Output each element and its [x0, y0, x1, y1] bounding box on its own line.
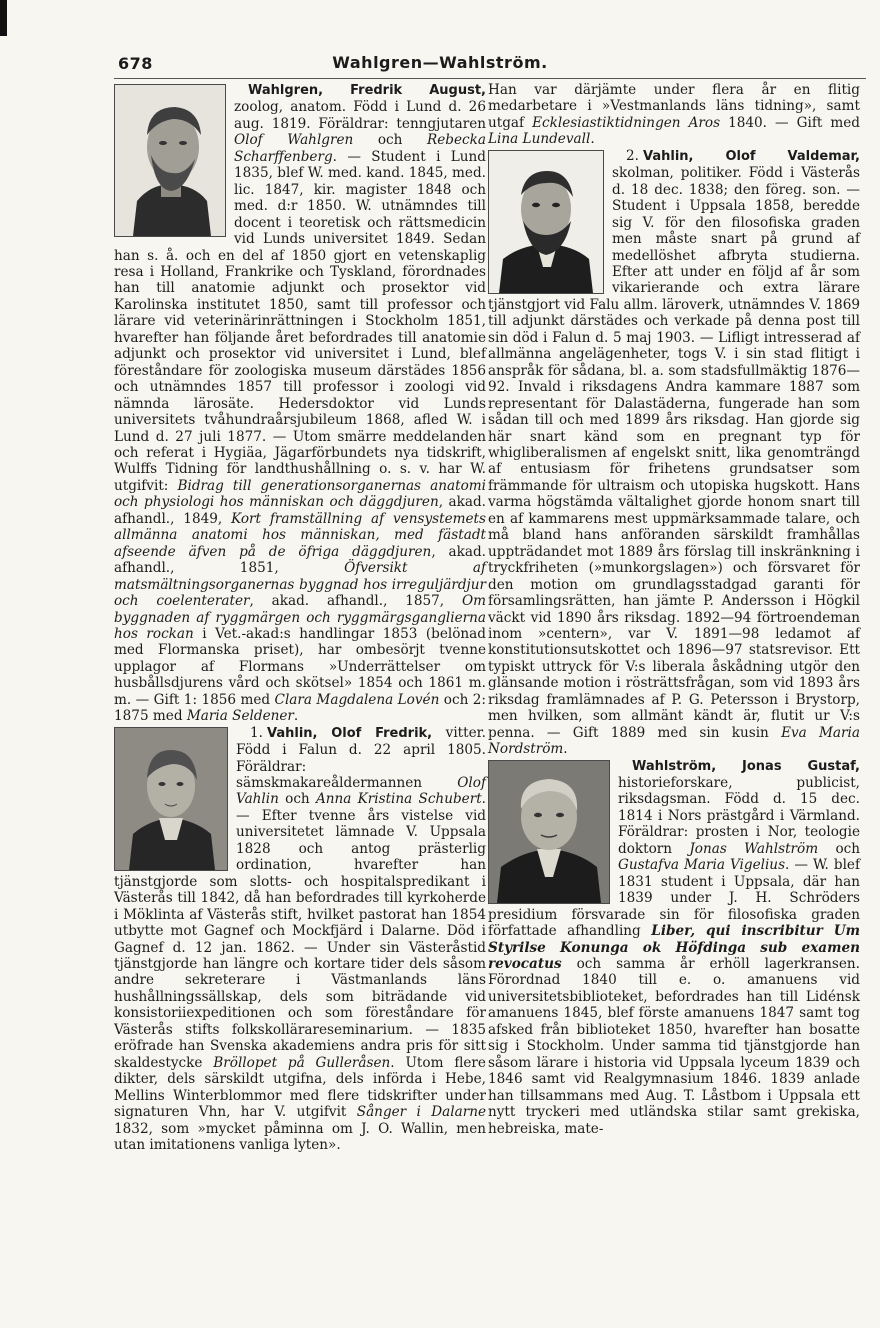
entry-italic: Olof Wahlgren: [234, 132, 354, 149]
entry-italic: Eva Maria Nordström: [488, 724, 860, 758]
entry-italic: Maria Seldener: [186, 708, 294, 725]
entry-italic: Kort framställning af vensystemets allmänna anatomi hos människan, med fästadt afseende äfven på de öfriga däggdjuren: [114, 510, 486, 560]
entry-text: zoolog, anatom. Född i Lund d. 26 aug. 1819. Föräldrar: tenngjutaren: [234, 99, 486, 132]
entry-text: och: [818, 840, 860, 857]
page-edge-mark: [0, 0, 7, 36]
entry-text: .: [563, 741, 568, 758]
entry-text: och samma år erhöll lagerkransen. Förordnad 1840 till e. o. amanuens vid universitetsbiblioteket, befordrades han till Lidénsk amanuens 1845, blef förste amanuens 1847 samt tog afsked från biblioteket 1850, hvarefter han bosatte sig i Stockholm. Under samma tid tjänstgjorde han såsom lärare i historia vid Uppsala lyceum 1839 och 1846 samt vid Realgymnasium 1846. 1839 anlade han tillsammans med Aug. T. Låstbom i Uppsala ett nytt tryckeri med utländska stilar samt grekiska, hebreiska, mate-: [488, 956, 860, 1137]
entry-text: .: [590, 131, 595, 148]
entry-text: . — W. blef 1831 student i Uppsala, där han 1839 under J. H. Schröders presidium försvarade sin för filosofiska graden författade afhandling: [488, 857, 861, 940]
entry-text: Han var därjämte under flera år en flitig medarbetare i »Vestmanlands läns tidning», samt utgaf: [488, 82, 860, 131]
entry-italic: Ecklesiastiktidningen Aros: [532, 114, 721, 131]
entry-text: . — Student i Lund 1835, blef W. med. kand. 1845, med. lic. 1847, kir. magister 1848 och med. d:r 1850. W. utnämndes till docent i teoretisk och rättsmedicin vid Lunds universitet 1849. Sedan han s. å. och en del af 1850 gjort en vetenskaplig resa i Holland, Frankrike och Tyskland, förordnades han till anatomie adjunkt och prosektor vid Karolinska institutet 1850, samt till professor och lärare vid veterinärinrättningen i Stockholm 1851, hvarefter han följande året befordrades till anatomie adjunkt och prosektor vid universitet i Lund, blef föreståndare för zoologiska museum därstädes 1856 och utnämndes 1857 till professor i zoologi vid nämnda lärosäte. Hedersdoktor vid Lunds universitets tvåhundraårsjubileum 1868, afled W. i Lund d. 27 juli 1877. — Utom smärre meddelanden och referat i Hygiäa, Jägarförbundets nya tidskrift, Wulffs Tidning för landthushållning o. s. v. har W. utgifvit:: [114, 148, 486, 494]
entry-italic: Öfversikt af matsmältningsorganernas byggnad hos irreguljärdjur och coelenterater: [114, 560, 486, 610]
entry-text: . — Efter tvenne års vistelse vid universitetet lämnade V. Uppsala 1828 och antog prästerlig ordination, hvarefter han tjänstgjorde som slotts- och hospitalspredikant i Västerås till 1842, då han befordrades till kyrkoherde i Möklinta af Västerås stift, hvilket pastorat han 1854 utbytte mot Gagnef och Mockfjärd i Dalarne. Död i Gagnef d. 12 jan. 1862. — Under sin Västeråstid tjänstgjorde han längre och kortare tider dels såsom andre sekreterare i Västmanlands läns hushållningssällskap, dels som biträdande vid konsistoriiexpeditionen och som föreståndare för Västerås stifts folkskollärareseminarium. — 1835 eröfrade han Svenska akademiens andra pris för sitt skaldestycke: [114, 791, 486, 1071]
entry-text: i Vet.-akad:s handlingar 1853 (belönad med Flormanska priset), har ombesörjt tvenne upplagor af Flormans »Underrättelser om husbållsdjurens vård och skötsel» 1854 och 1861 m. m. — Gift 1: 1856 med: [114, 625, 486, 708]
entry-text: 1840. — Gift med: [720, 114, 860, 131]
entry-name: Wahlström, Jonas Gustaf,: [632, 758, 860, 774]
right-column: [488, 82, 860, 1137]
entry-text: , akad. afhandl., 1849,: [114, 494, 486, 527]
entry-text: skolman, politiker. Född i Västerås d. 18 dec. 1838; den föreg. son. — Student i Uppsala 1858, beredde sig V. för den filosofiska graden men måste snart på grund af medellöshet afbryta studierna. Efter att under en följd af år som vikarierande och extra lärare tjänstgjort vid Falu allm. läroverk, utnämndes V. 1869 till adjunkt därstädes och verkade på denna post till sin död i Falun d. 5 maj 1903. — Lifligt intresserad af allmänna angelägenheter, togs V. i sin stad flitigt i anspråk för sådana, bl. a. som stadsfullmäktig 1876—92. Invald i riksdagens Andra kammare 1887 som representant för Dalastäderna, fungerade han som sådan till och med 1899 års riksdag. Han gjorde sig här snart känd som en pregnant typ för whigliberalismen af engelskt snitt, lika genomträngd af entusiasm för frihetens grundsatser som främmande för ultraism och utopiska hugskott. Hans varma högstämda vältalighet gjorde honom snart till en af kammarens mest uppmärksammade talare, och må bland hans anföranden särskildt framhållas uppträdandet mot 1889 års förslag till inskränkning i tryckfriheten (»munkorgslagen») och försvaret för den motion om grundlagsstadgad garanti för församlingsrätten, han jämte P. Andersson i Högkil väckt vid 1890 års riksdag. 1892—94 förtroendeman inom »centern», var V. 1891—98 ledamot af konstitutionsutskottet och 1896—97 statsrevisor. Ett typiskt uttryck för V:s liberala åskådning utgör den glänsande motion i rösträttsfrågan, som vid 1893 års riksdag framlämnades af P. G. Petersson i Brystorp, men hvilken, som allmänt kändt är, flutit ur V:s penna. — Gift 1889 med sin kusin: [488, 165, 860, 741]
entry-italic: Jonas Wahlström: [689, 840, 819, 857]
running-head: Wahlgren—Wahlström.: [332, 53, 548, 72]
entry-italic: Liber, qui inscribitur Um Styrilse Konunga ok Höfdinga sub examen revocatus: [488, 923, 860, 973]
entry-text: .: [293, 708, 299, 725]
header-rule: [114, 78, 866, 79]
portrait-vahlin-olof-valdemar: [488, 150, 604, 294]
entry-name: Vahlin, Olof Fredrik,: [266, 725, 433, 741]
portrait-wahlstrom: [488, 760, 610, 904]
portrait-wahlgren-image: [115, 85, 225, 236]
entry-text: , akad. afhandl., 1851,: [114, 543, 486, 577]
entry-number: 2.: [626, 147, 639, 164]
entry-text: och: [278, 791, 316, 808]
left-column: [114, 82, 486, 1153]
portrait-wahlstrom-image: [489, 761, 609, 903]
entry-text: och 2: 1875 med: [114, 691, 486, 725]
entry-text: och: [353, 132, 428, 149]
entry-italic: Lina Lundevall: [488, 131, 591, 148]
entry-text: 1832, som »mycket påminna om J. O. Wallin, men utan imitationens vanliga lyten».: [114, 1120, 486, 1153]
entry-italic: Anna Kristina Schubert: [315, 791, 482, 808]
entry-text: historieforskare, publicist, riksdagsman. Född d. 15 dec. 1814 i Nors prästgård i Värmland. Föräldrar: prosten i Nor, teologie doktorn: [618, 775, 860, 857]
entry-number: 1.: [250, 724, 263, 741]
portrait-vahlin-olof-fredrik-image: [115, 728, 227, 870]
entry-italic: Gustafva Maria Vigelius: [618, 857, 786, 874]
entry-italic: Om byggnaden af ryggmärgen och ryggmärgsganglierna hos rockan: [114, 593, 487, 642]
entry-italic: Clara Magdalena Lovén: [274, 691, 440, 708]
entry-name: Vahlin, Olof Valdemar,: [642, 148, 860, 164]
entry-vahlin-olof-valdemar: [488, 148, 860, 758]
entry-text: vitter. Född i Falun d. 22 april 1805. Föräldrar: sämskmakareåldermannen: [236, 724, 486, 792]
entry-vahlin-olof-fredrik: [114, 725, 486, 1154]
portrait-vahlin-olof-valdemar-image: [489, 151, 603, 293]
entry-text: . Utom flere dikter, dels särskildt utgifna, dels införda i Hebe, Mellins Winterblommor med flere tidskrifter under signaturen Vhn, har V. utgifvit: [114, 1054, 486, 1121]
entry-wahlgren: [114, 82, 486, 725]
entry-italic: Olof Vahlin: [236, 775, 486, 808]
entry-italic: Bidrag till generationsorganernas anatomi och physiologi hos människan och däggdjuren: [114, 477, 486, 511]
entry-name: Wahlgren, Fredrik August,: [248, 83, 486, 98]
entry-wahlstrom: [488, 758, 860, 1137]
portrait-wahlgren: [114, 84, 226, 237]
entry-vahlin-olof-fredrik-continued: [488, 82, 860, 148]
portrait-vahlin-olof-fredrik: [114, 727, 228, 871]
entry-italic: Bröllopet på Gulleråsen: [213, 1054, 391, 1071]
entry-text: , akad. afhandl., 1857,: [249, 593, 462, 610]
page-number: 678: [118, 54, 153, 73]
entry-italic: Rebecka Scharffenberg: [234, 132, 486, 165]
entry-italic: Sånger i Dalarne: [356, 1104, 487, 1121]
